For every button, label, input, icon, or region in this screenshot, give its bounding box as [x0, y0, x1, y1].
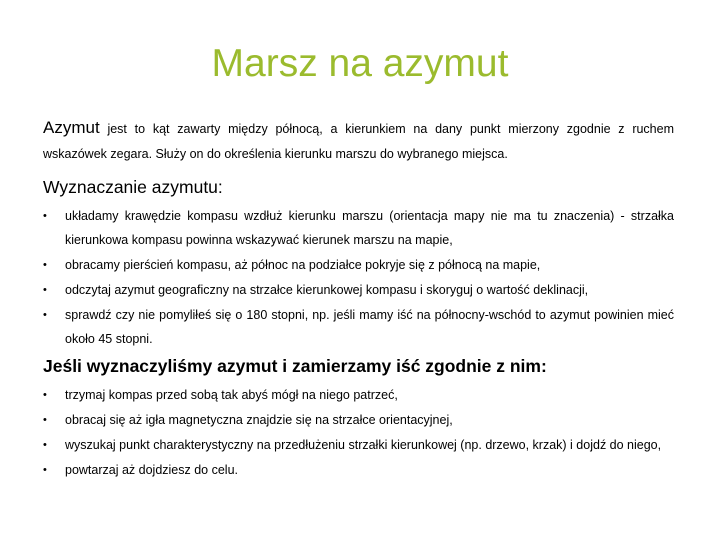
intro-term: Azymut: [43, 118, 100, 137]
section-heading-following-azimuth: Jeśli wyznaczyliśmy azymut i zamierzamy iść zgodnie z nim:: [43, 356, 547, 376]
section-heading-determining-azimuth: Wyznaczanie azymutu:: [43, 177, 223, 197]
list-item: [43, 253, 674, 277]
slide-title: Marsz na azymut: [211, 42, 509, 85]
bullet-icon: •: [43, 414, 47, 426]
bullet-icon: •: [43, 464, 47, 476]
determining-azimuth-list: [43, 204, 674, 352]
list-item: [43, 278, 674, 302]
bullet-icon: •: [43, 210, 47, 222]
bullet-icon: •: [43, 389, 47, 401]
list-item: [43, 408, 674, 432]
list-item: [43, 433, 674, 457]
bullet-icon: •: [43, 284, 47, 296]
intro-text: jest to kąt zawarty między północą, a kierunkiem na dany punkt mierzony zgodnie z ruchem wskazówek zegara. Służy on do określenia kierunku marszu do wybranego miejsca.: [43, 122, 674, 161]
bullet-icon: •: [43, 439, 47, 451]
following-azimuth-list: [43, 383, 674, 483]
bullet-icon: •: [43, 259, 47, 271]
list-item-text: odczytaj azymut geograficzny na strzałce kierunkowej kompasu i skoryguj o wartość deklinacji,: [65, 283, 589, 297]
list-item: [43, 458, 674, 482]
list-item-text: trzymaj kompas przed sobą tak abyś mógł na niego patrzeć,: [65, 388, 398, 402]
list-item-text: obracaj się aż igła magnetyczna znajdzie się na strzałce orientacyjnej,: [65, 413, 453, 427]
intro-paragraph: [43, 115, 674, 167]
list-item: [43, 383, 674, 407]
list-item: [43, 204, 674, 252]
list-item-text: obracamy pierścień kompasu, aż północ na podziałce pokryje się z północą na mapie,: [65, 258, 541, 272]
list-item: [43, 303, 674, 351]
bullet-icon: •: [43, 309, 47, 321]
list-item-text: powtarzaj aż dojdziesz do celu.: [65, 463, 239, 477]
list-item-text: układamy krawędzie kompasu wzdłuż kierunku marszu (orientacja mapy nie ma tu znaczenia) - strzałka kierunkowa kompasu powinna wskazywać kierunek marszu na mapie,: [65, 209, 674, 247]
list-item-text: sprawdź czy nie pomyliłeś się o 180 stopni, np. jeśli mamy iść na północny-wschód to azymut powinien mieć około 45 stopni.: [65, 308, 674, 346]
list-item-text: wyszukaj punkt charakterystyczny na przedłużeniu strzałki kierunkowej (np. drzewo, krzak) i dojdź do niego,: [65, 438, 662, 452]
